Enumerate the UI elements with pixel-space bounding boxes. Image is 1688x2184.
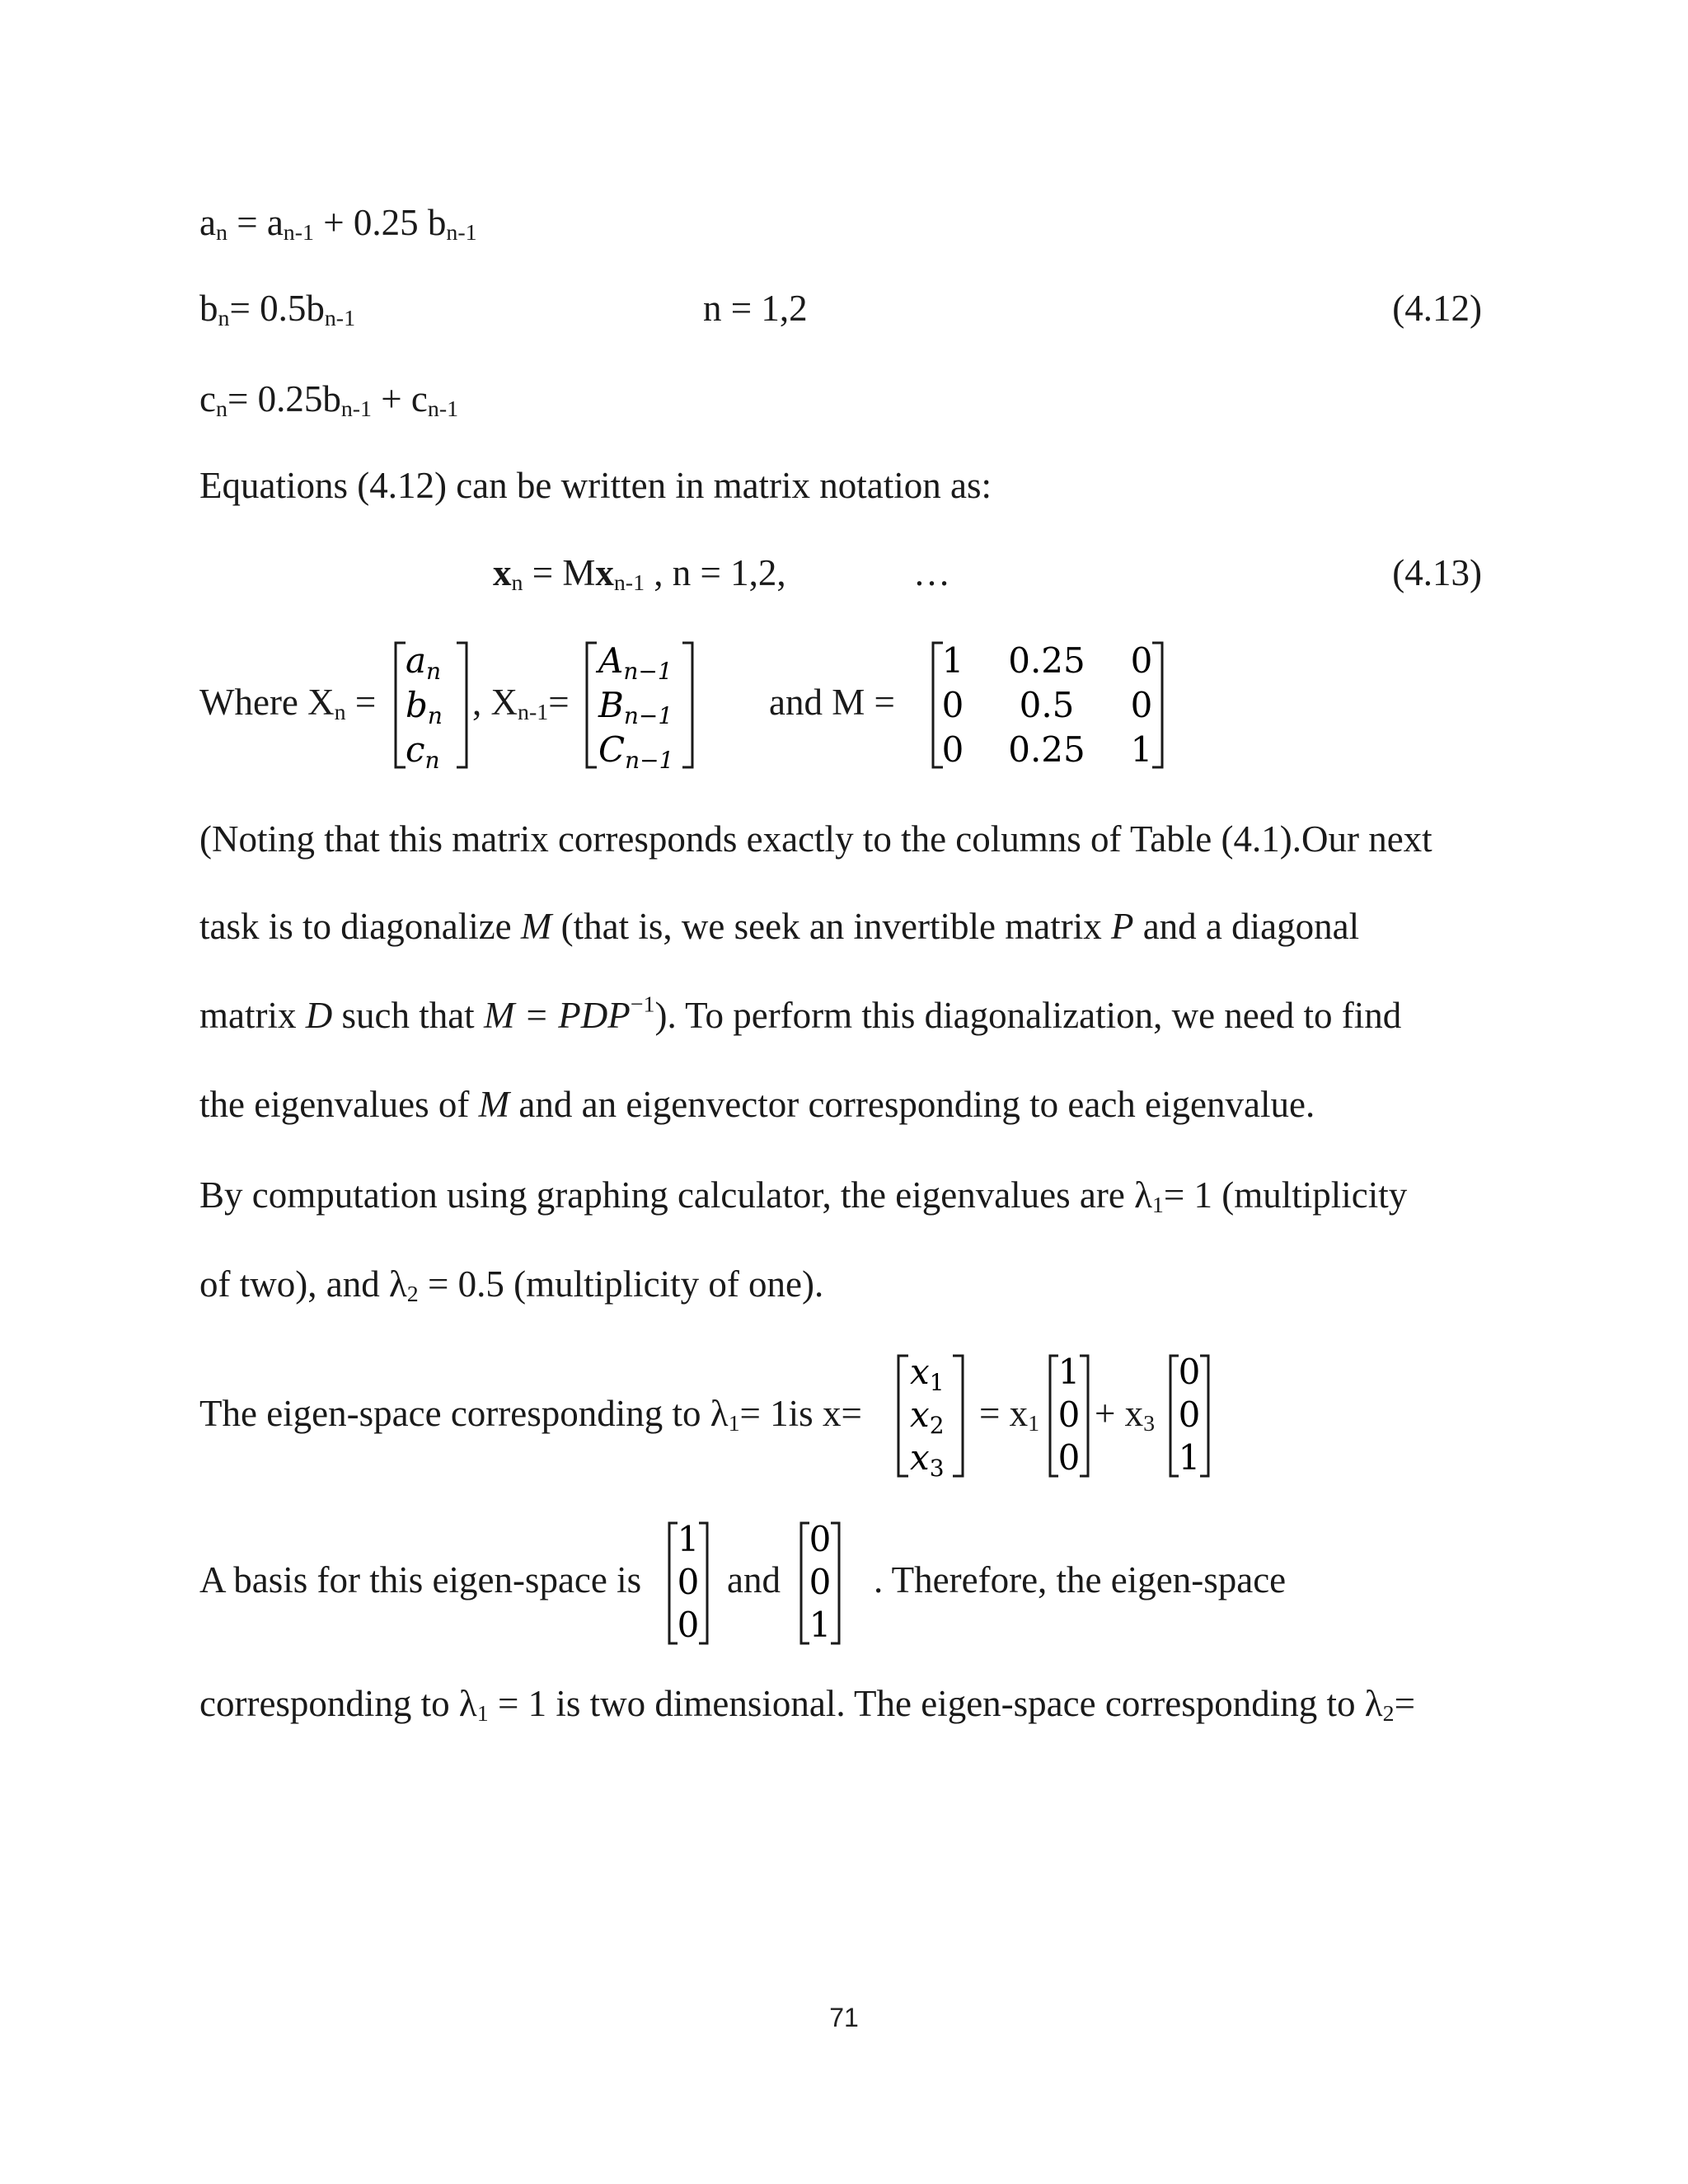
math-italic: M = PDP [483,995,631,1036]
basis-therefore: . Therefore, the eigen-space [874,1559,1287,1601]
matrix-m [931,641,1164,769]
where-label [199,682,377,726]
last-line [199,1683,1415,1727]
left-bracket [1170,1356,1179,1476]
eigenspace-text [199,1393,862,1437]
text-run: such that [332,995,484,1036]
vector-e3 [1169,1354,1210,1478]
text-run: By computation using graphing calculator, the eigenvalues are λ [199,1174,1152,1216]
eq-text: a [199,202,216,243]
page-number: 71 [829,2003,859,2032]
eq-text: = a [227,202,284,243]
eq-text: = 0.25b [227,378,341,419]
eq-sub: n [215,396,227,423]
text-run: corresponding to λ [199,1683,477,1724]
matrix-cell: 1 [941,640,964,681]
vector-xn [394,640,468,774]
math-sub: 3 [1143,1411,1156,1437]
eq-bold-x: x [595,552,614,593]
equation-number-4-13: (4.13) [1392,552,1482,593]
vector-xn-svg [394,640,468,774]
vector-entry: 1 [1178,1437,1201,1478]
right-bracket [699,1523,707,1643]
eq-text: = [548,682,570,723]
vector-entry: cn [406,729,440,774]
text-run: ). To perform this diagonalization, we need to find [654,995,1402,1036]
math-sub: 1 [1028,1411,1040,1437]
eq-412-line-a [199,202,477,246]
left-bracket [396,643,406,767]
right-bracket [1080,1356,1088,1476]
eq-sub: n-1 [613,570,645,597]
paragraph-matrix-notation: Equations (4.12) can be written in matrix notation as: [199,465,992,506]
text-run: = [1394,1683,1415,1724]
math-sub: 1 [1151,1193,1164,1219]
eq-text: , X [472,682,518,723]
basis-vector-2 [799,1521,841,1645]
left-bracket [669,1523,678,1643]
vector-entry: x2 [910,1394,945,1439]
left-bracket [587,643,597,767]
paragraph-eigenvalues-line-1 [199,1174,1408,1219]
eq-sub: n-1 [427,396,459,423]
left-bracket [1050,1356,1058,1476]
vector-entry: bn [406,685,443,729]
eq-x1-label [979,1393,1040,1437]
basis-and: and [727,1559,781,1601]
eq-sub: n-1 [324,306,356,332]
vector-e1-svg [1048,1354,1090,1478]
matrix-cell: 0.25 [1008,640,1085,681]
eq-sub: n [334,700,346,726]
basis-vector-1-svg [668,1521,709,1645]
eq-sub: n-1 [340,396,373,423]
right-bracket [457,643,467,767]
paragraph-noting-line-4 [199,1086,1315,1123]
eq-412-line-b [199,288,356,332]
math-sub: 1 [476,1701,489,1727]
vector-entry: 1 [677,1519,700,1559]
paragraph-eigenvalues-line-2 [199,1263,824,1308]
eq-sub: n-1 [518,700,549,726]
eq-text: + 0.25 b [313,202,447,243]
math-italic: M [520,906,552,947]
vector-entry: 0 [1178,1394,1201,1435]
vector-entry: Cn−1 [598,729,674,774]
vector-e1 [1048,1354,1090,1478]
eq-412-range: n = 1,2 [703,288,808,329]
eq-x3-label [1095,1393,1156,1437]
eq-sub: n [215,220,227,246]
eq-413 [493,552,786,597]
text-run: + x [1095,1393,1144,1434]
and-m-label: and M = [769,682,895,723]
paragraph-noting-line-3 [199,991,1402,1036]
eq-text: + c [372,378,428,419]
matrix-cell: 0.5 [1019,685,1075,725]
math-sub: 2 [1382,1701,1395,1727]
eq-text: , n = 1,2, [645,552,786,593]
eq-sub: n-1 [283,220,314,246]
eq-text: = [345,682,377,723]
eq-text: c [199,378,216,419]
matrix-cell: 0.25 [1008,729,1085,770]
right-bracket [831,1523,839,1643]
vector-e3-svg [1169,1354,1210,1478]
vector-entry: 0 [1057,1437,1081,1478]
vector-entry: Bn−1 [598,685,673,729]
right-bracket [1200,1356,1208,1476]
text-run: The eigen-space corresponding to λ [199,1393,729,1434]
text-run: = 1 (multiplicity [1163,1174,1408,1216]
text-run: matrix [199,995,306,1036]
left-bracket [801,1523,809,1643]
math-italic: D [305,995,333,1036]
math-italic: P [1110,906,1134,947]
vector-x [897,1352,964,1482]
vector-entry: 0 [1178,1352,1201,1392]
vector-entry: 0 [677,1562,700,1602]
text-run: and an eigenvector corresponding to each eigenvalue. [509,1084,1315,1125]
vector-entry: 0 [809,1519,832,1559]
vector-entry: 1 [809,1605,832,1645]
paragraph-noting-line-1: (Noting that this matrix corresponds exactly to the columns of Table (4.1).Our next [199,818,1432,860]
right-bracket [682,643,692,767]
eq-text: = M [523,552,596,593]
math-sup: −1 [630,991,655,1018]
text-run: of two), and λ [199,1263,407,1305]
text-run: = x [979,1393,1029,1434]
eq-text: Where X [199,682,335,723]
eq-text: = 0.5b [229,288,325,329]
vector-entry: 0 [809,1562,832,1602]
matrix-m-svg [931,641,1164,769]
text-run: = 1is x= [739,1393,862,1434]
basis-vector-1 [668,1521,709,1645]
x-n-minus-1-label [472,682,570,726]
eq-sub: n [511,570,523,597]
text-run: = 1 is two dimensional. The eigen-space corresponding to λ [488,1683,1383,1724]
vector-entry: 0 [677,1605,700,1645]
text-run: task is to diagonalize [199,906,521,947]
text-run: the eigenvalues of [199,1084,479,1125]
vector-entry: x3 [910,1437,945,1482]
vector-entry: 0 [1057,1394,1081,1435]
matrix-cell: 0 [941,685,964,725]
eq-sub: n-1 [446,220,477,246]
eq-bold-x: x [493,552,512,593]
matrix-cell: 1 [1130,729,1153,770]
basis-text: A basis for this eigen-space is [199,1559,642,1601]
eq-text: b [199,288,218,329]
vector-entry: x1 [910,1352,945,1396]
vector-entry: 1 [1057,1352,1081,1392]
matrix-cell: 0 [1130,685,1153,725]
matrix-cell: 0 [1130,640,1153,681]
right-bracket [1152,643,1162,767]
equation-number-4-12: (4.12) [1392,288,1482,329]
text-run: = 0.5 (multiplicity of one). [418,1263,824,1305]
right-bracket [953,1356,963,1476]
vector-xn-minus-1-svg [585,640,694,774]
math-sub: 2 [406,1282,419,1308]
text-run: (that is, we seek an invertible matrix [551,906,1111,947]
left-bracket [898,1356,908,1476]
vector-xn-minus-1 [585,640,694,774]
text-run: and a diagonal [1133,906,1360,947]
eq-sub: n [218,306,230,332]
paragraph-noting-line-2 [199,908,1359,945]
vector-entry: An−1 [598,640,673,685]
eq-413-ellipsis: … [913,552,950,593]
math-italic: M [478,1084,510,1125]
eq-412-line-c [199,378,459,423]
vector-x-svg [897,1352,964,1482]
basis-vector-2-svg [799,1521,841,1645]
vector-entry: an [406,640,442,685]
matrix-cell: 0 [941,729,964,770]
math-sub: 1 [728,1411,740,1437]
